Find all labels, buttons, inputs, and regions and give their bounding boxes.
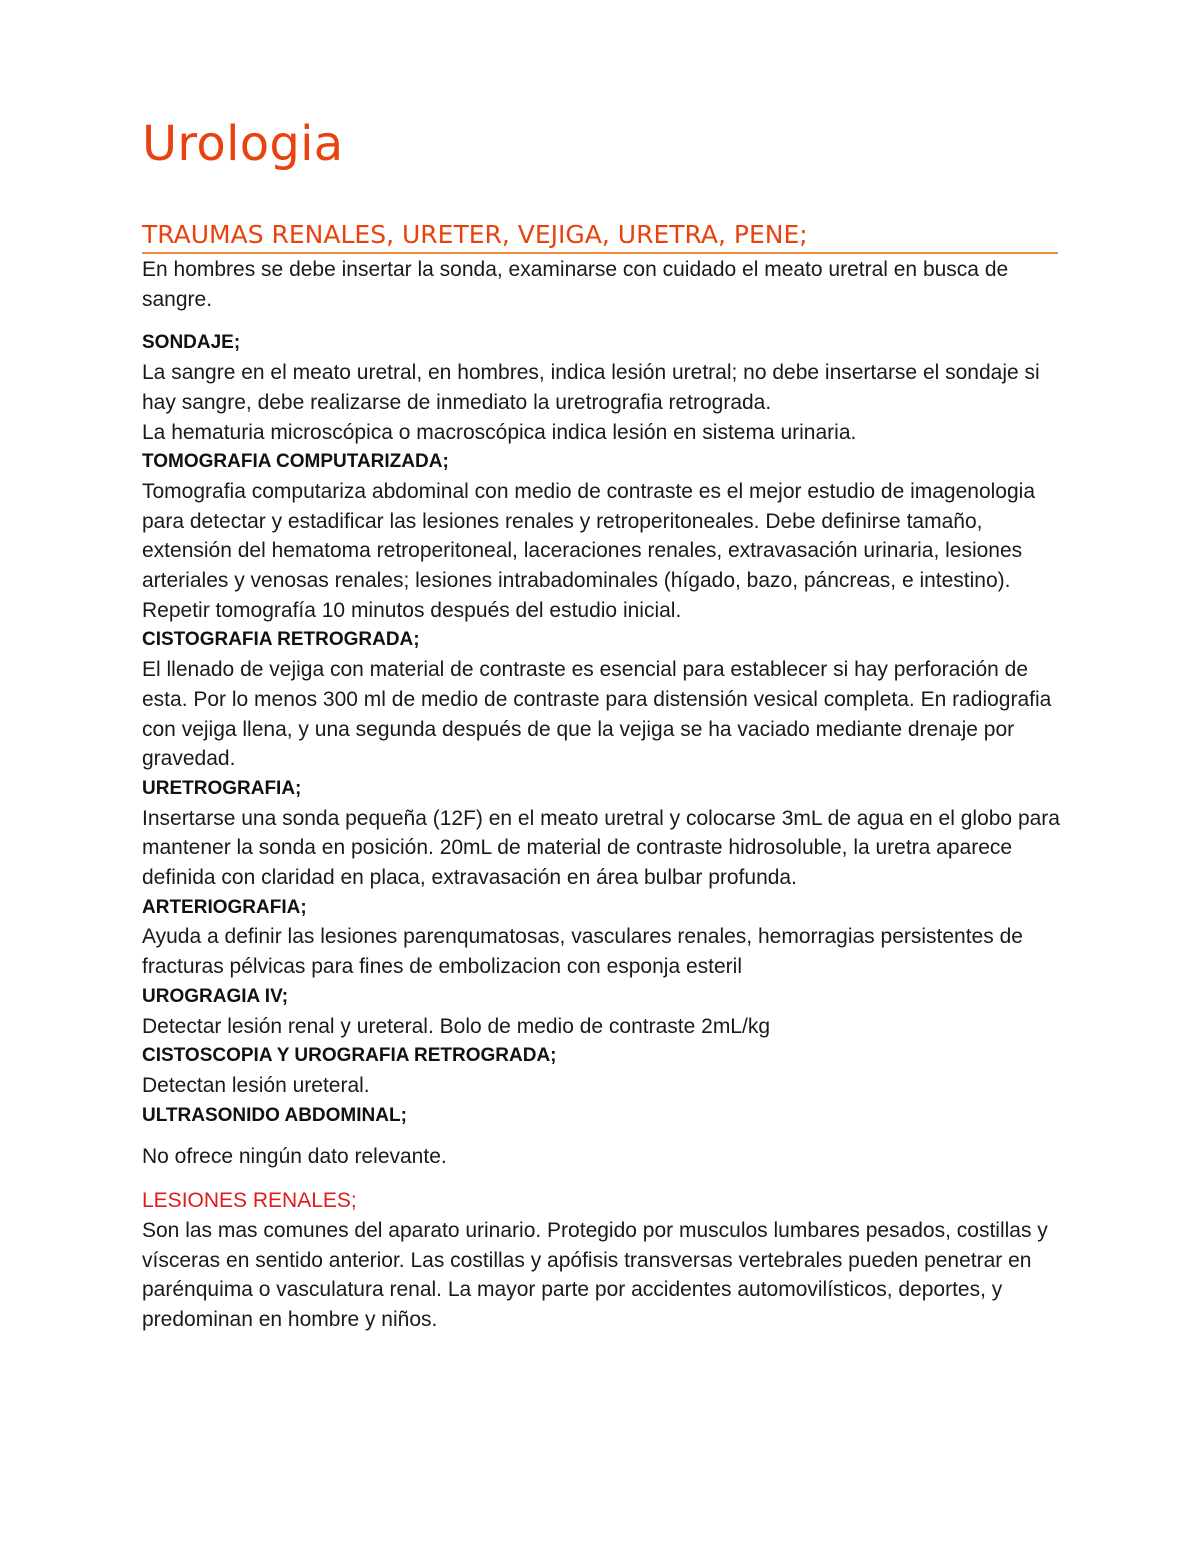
subheading-cistografia: CISTOGRAFIA RETROGRADA; <box>142 629 420 651</box>
uretrografia-paragraph: Insertarse una sonda pequeña (12F) en el meato uretral y colocarse 3mL de agua en el globo para mantener la sonda en posición. 20mL de material de contraste hidrosoluble, la uretra aparece definida con claridad en placa, extravasación en área bulbar profunda. <box>142 806 1060 890</box>
subheading-arteriografia: ARTERIOGRAFIA; <box>142 896 307 918</box>
section-heading-traumas: TRAUMAS RENALES, URETER, VEJIGA, URETRA, PENE; <box>142 218 1058 254</box>
arteriografia-paragraph: Ayuda a definir las lesiones parenqumatosas, vasculares renales, hemorragias persistentes de fracturas pélvicas para fines de embolizacion con esponja esteril <box>142 925 1023 979</box>
cistografia-paragraph: El llenado de vejiga con material de contraste es esencial para establecer si hay perforación de esta. Por lo menos 300 ml de medio de contraste para distensión vesical completa. En radiografia con vejiga llena, y una segunda después de que la vejiga se ha vaciado mediante drenaje por gravedad. <box>142 658 1052 771</box>
subheading-sondaje: SONDAJE; <box>142 332 241 354</box>
sondaje-paragraph-1: La sangre en el meato uretral, en hombres, indica lesión uretral; no debe insertarse el sondaje si hay sangre, debe realizarse de inmediato la uretrografia retrograda. <box>142 361 1040 414</box>
subheading-urogragia: UROGRAGIA IV; <box>142 985 289 1007</box>
lesiones-paragraph: Son las mas comunes del aparato urinario. Protegido por musculos lumbares pesados, costillas y vísceras en sentido anterior. Las costillas y apófisis transversas vertebrales pueden penetrar en parénquima o vasculatura renal. La mayor parte por accidentes automovilísticos, deportes, y predominan en hombre y niños. <box>142 1218 1048 1331</box>
subheading-lesiones-renales: LESIONES RENALES; <box>142 1189 357 1213</box>
subheading-tomografia: TOMOGRAFIA COMPUTARIZADA; <box>142 451 449 473</box>
subheading-ultrasonido: ULTRASONIDO ABDOMINAL; <box>142 1104 407 1126</box>
cistoscopia-paragraph: Detectan lesión ureteral. <box>142 1073 370 1097</box>
tomografia-paragraph: Tomografia computariza abdominal con medio de contraste es el mejor estudio de imagenologia para detectar y estadificar las lesiones renales y retroperitoneales. Debe definirse tamaño, extensión del hematoma retroperitoneal, laceraciones renales, extravasación urinaria, lesiones arteriales y venosas renales; lesiones intrabadominales (hígado, bazo, páncreas, e intestino). Repetir tomografía 10 minutos después del estudio inicial. <box>142 479 1036 622</box>
urogragia-paragraph: Detectar lesión renal y ureteral. Bolo de medio de contraste 2mL/kg <box>142 1014 771 1038</box>
document-body <box>142 255 1062 1335</box>
subheading-uretrografia: URETROGRAFIA; <box>142 777 302 799</box>
ultrasonido-paragraph: No ofrece ningún dato relevante. <box>142 1145 447 1169</box>
sondaje-paragraph-2: La hematuria microscópica o macroscópica indica lesión en sistema urinaria. <box>142 420 857 444</box>
document-title: Urologia <box>142 116 344 172</box>
intro-paragraph: En hombres se debe insertar la sonda, examinarse con cuidado el meato uretral en busca de sangre. <box>142 258 1009 311</box>
subheading-cistoscopia: CISTOSCOPIA Y UROGRAFIA RETROGRADA; <box>142 1045 557 1067</box>
